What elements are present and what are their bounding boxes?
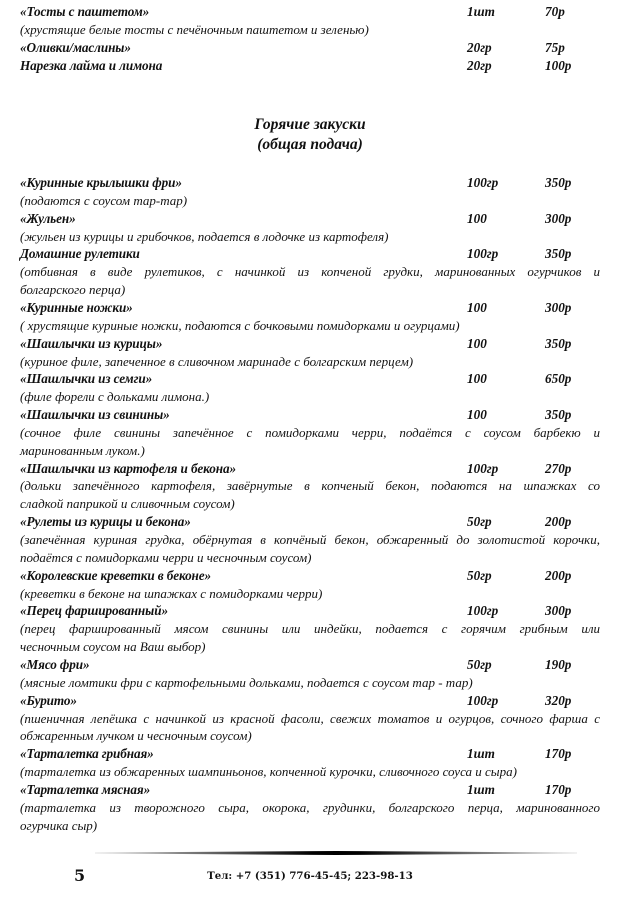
item-name: «Куринные крылышки фри» [20,175,182,190]
menu-item [20,299,600,317]
menu-item [20,745,600,763]
item-description: обжаренным лучком и чесночным соусом) [20,728,252,743]
item-qty: 100гр [467,175,499,190]
item-qty: 100 [467,371,487,386]
item-price: 350р [545,407,572,422]
item-name: Домашние рулетики [20,246,140,261]
item-name: «Оливки/маслины» [20,40,131,55]
item-price: 300р [545,211,572,226]
item-description: огурчика сыр) [20,818,98,833]
menu-item [20,370,600,388]
menu-item [20,567,600,585]
item-name: «Тосты с паштетом» [20,4,150,19]
item-name: «Тарталетка мясная» [20,782,151,797]
item-price: 190р [545,657,572,672]
item-description: (дольки запечённого картофеля, завёрнутые в копченый бекон, подаются на шпажках со [20,478,600,493]
item-price: 650р [545,371,572,386]
item-name: Нарезка лайма и лимона [20,58,163,73]
item-description: (креветки в беконе на шпажках с помидорками черри) [20,586,323,601]
item-description: маринованным луком.) [20,443,145,458]
item-name: «Мясо фри» [20,657,90,672]
item-price: 70р [545,4,565,19]
menu-item [20,210,600,228]
item-qty: 1шт [467,782,495,797]
menu-item [20,513,600,531]
item-name: «Шашлычки из семги» [20,371,153,386]
menu-item [20,602,600,620]
menu-item [20,335,600,353]
item-description: (тарталетка из обжаренных шампиньонов, копченной курочки, сливочного соуса и сыра) [20,764,517,779]
item-qty: 20гр [467,40,492,55]
item-name: «Королевские креветки в беконе» [20,568,212,583]
item-description: чесночным соусом на Ваш выбор) [20,639,206,654]
item-name: «Бурито» [20,693,77,708]
section-title: Горячие закуски [254,116,366,133]
item-price: 270р [545,461,572,476]
item-qty: 100 [467,211,487,226]
item-description: болгарского перца) [20,282,126,297]
item-qty: 100гр [467,693,499,708]
item-price: 300р [545,603,572,618]
item-description: (пшеничная лепёшка с начинкой из красной фасоли, свежих томатов и огурцов, сочного фарша с [20,711,600,726]
item-qty: 100 [467,300,487,315]
item-price: 350р [545,336,572,351]
item-name: «Рулеты из курицы и бекона» [20,514,191,529]
item-price: 170р [545,782,572,797]
footer-divider [95,851,577,855]
menu-item [20,656,600,674]
item-price: 200р [545,514,572,529]
item-qty: 1шт [467,4,495,19]
footer-phone: Тел: +7 (351) 776-45-45; 223-98-13 [207,870,413,882]
item-description: (сочное филе свинины запечённое с помидорками черри, подаётся с соусом барбекю и [20,425,600,440]
item-qty: 100гр [467,603,499,618]
item-price: 350р [545,175,572,190]
item-description: сладкой паприкой и сливочным соусом) [20,496,235,511]
item-description: (мясные ломтики фри с картофельными дольками, подается с соусом тар - тар) [20,675,473,690]
item-description: (филе форели с дольками лимона.) [20,389,210,404]
item-price: 75р [545,40,565,55]
item-qty: 50гр [467,657,492,672]
item-name: «Тарталетка грибная» [20,746,154,761]
item-price: 320р [545,693,572,708]
item-description: (куриное филе, запеченное в сливочном маринаде с болгарским перцем) [20,354,414,369]
menu-item [20,406,600,424]
item-price: 350р [545,246,572,261]
item-name: «Шашлычки из курицы» [20,336,163,351]
item-description: (тарталетка из творожного сыра, окорока, грудинки, болгарского перца, маринованного [20,800,600,815]
item-description: подаётся с помидорками черри и чесночным соусом) [20,550,312,565]
item-qty: 100гр [467,246,499,261]
item-description: (подаются с соусом тар-тар) [20,193,188,208]
item-qty: 50гр [467,568,492,583]
item-price: 170р [545,746,572,761]
item-price: 300р [545,300,572,315]
menu-item [20,39,600,57]
item-qty: 20гр [467,58,492,73]
item-description: (перец фаршированный мясом свинины или индейки, подается с горячим грибным или [20,621,600,636]
menu-item [20,692,600,710]
menu-item [20,3,600,21]
item-name: «Шашлычки из картофеля и бекона» [20,461,236,476]
item-qty: 1шт [467,746,495,761]
page-number: 5 [74,866,86,885]
item-name: «Куринные ножки» [20,300,133,315]
menu-item [20,460,600,478]
item-price: 200р [545,568,572,583]
item-name: «Шашлычки из свинины» [20,407,170,422]
item-name: «Жульен» [20,211,76,226]
item-description: (запечённая куриная грудка, обёрнутая в копчёный бекон, обжаренный до золотистой корочки, [20,532,600,547]
menu-item [20,174,600,192]
item-price: 100р [545,58,572,73]
item-description: (жульен из курицы и грибочков, подается в лодочке из картофеля) [20,229,389,244]
item-description: ( хрустящие куриные ножки, подаются с бочковыми помидорками и огурцами) [20,318,460,333]
menu-item [20,781,600,799]
menu-item [20,245,600,263]
item-qty: 100 [467,336,487,351]
item-name: «Перец фаршированный» [20,603,168,618]
item-qty: 100гр [467,461,499,476]
item-qty: 100 [467,407,487,422]
section-subtitle: (общая подача) [257,136,363,153]
item-qty: 50гр [467,514,492,529]
item-description: (хрустящие белые тосты с печёночным паштетом и зеленью) [20,22,369,37]
item-description: (отбивная в виде рулетиков, с начинкой из копченой грудки, маринованных огурчиков и [20,264,600,279]
menu-item [20,57,600,75]
